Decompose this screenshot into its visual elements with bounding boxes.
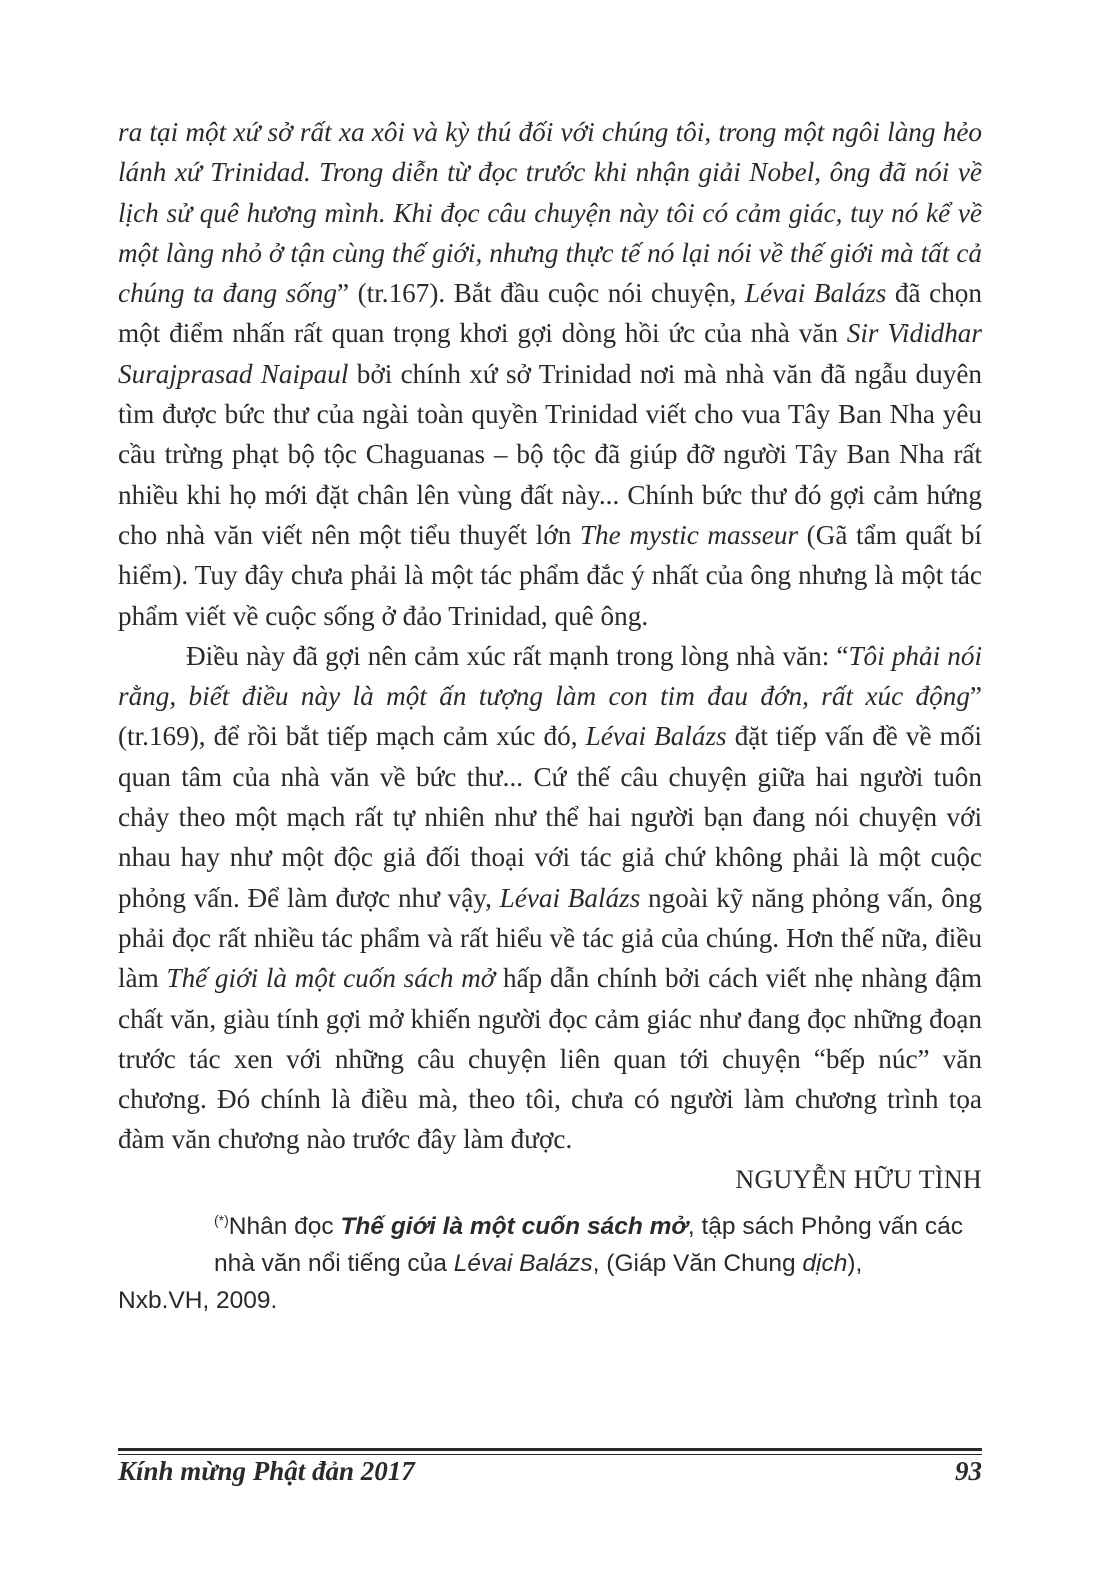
footnote-author: Lévai Balázs — [453, 1250, 593, 1278]
text-run: ngoài kỹ năng phỏng vấn, ông phải đọc rất nhiều tác phẩm và rất hiểu về tác giả của chúng. Hơn thế nữa, điều làm — [118, 882, 982, 994]
footnote-marker: (*) — [214, 1212, 229, 1229]
author-signature: NGUYỄN HỮU TÌNH — [735, 1164, 982, 1194]
footnote — [118, 1202, 982, 1319]
italic-run: ra tại một xứ sở rất xa xôi và kỳ thú đối với chúng tôi, trong một ngôi làng hẻo lánh xứ Trinidad. Trong diễn từ đọc trước khi nhận giải Nobel, ông đã nói về lịch sử quê hương mình. Khi đọc câu chuyện này tôi có cảm giác, tuy nó kể về một làng nhỏ ở tận cùng thế giới, nhưng thực tế nó lại nói về thế giới mà tất cả chúng ta đang sống — [118, 117, 982, 309]
paragraph-2 — [118, 636, 982, 1160]
italic-run: Sir Vididhar Surajprasad Naipaul — [118, 318, 982, 389]
text-run: Điều này đã gợi nên cảm xúc rất mạnh trong lòng nhà văn: “ — [186, 640, 849, 671]
page-number: 93 — [955, 1456, 982, 1486]
text-run: (Gã tẩm quất bí hiểm). Tuy đây chưa phải là một tác phẩm đắc ý nhất của ông nhưng là một tác phẩm viết về cuộc sống ở đảo Trinidad, quê ông. — [118, 519, 982, 631]
text-run: ” (tr.167). Bắt đầu cuộc nói chuyện, — [337, 278, 745, 309]
italic-run: Thế giới là một cuốn sách mở — [166, 963, 496, 994]
text-run: bởi chính xứ sở Trinidad nơi mà nhà văn đã ngẫu duyên tìm được bức thư của ngài toàn quyền Trinidad viết cho vua Tây Ban Nha yêu cầu trừng phạt bộ tộc Chaguanas – bộ tộc đã giúp đỡ người Tây Ban Nha rất nhiều khi họ mới đặt chân lên vùng đất này... Chính bức thư đó gợi cảm hứng cho nhà văn viết nên một tiểu thuyết lớn — [118, 358, 982, 550]
footer-rule — [118, 1448, 982, 1455]
text-run: đã chọn một điểm nhấn rất quan trọng khơi gợi dòng hồi ức của nhà văn — [118, 278, 982, 349]
italic-run: Tôi phải nói rằng, biết điều này là một ấn tượng làm con tim đau đớn, rất xúc động — [118, 640, 982, 712]
text-run: ” (tr.169), để rồi bắt tiếp mạch cảm xúc đó, — [118, 681, 982, 752]
page-footer — [118, 1456, 982, 1487]
book-title: Thế giới là một cuốn sách mở — [340, 1213, 688, 1241]
article-body — [118, 112, 982, 1319]
footnote-line-3: Nxb.VH, 2009. — [118, 1287, 278, 1315]
paragraph-1 — [118, 112, 982, 636]
italic-run: Lévai Balázs — [744, 278, 887, 309]
footnote-line-1: (*)Nhân đọc Thế giới là một cuốn sách mở, tập sách Phỏng vấn các nhà văn nổi tiếng của Lévai Balázs, (Giáp Văn Chung dịch), — [214, 1212, 963, 1278]
text-run: đặt tiếp vấn đề về mối quan tâm của nhà văn về bức thư... Cứ thế câu chuyện giữa hai người tuôn chảy theo một mạch rất tự nhiên như thể hai người bạn đang nói chuyện với nhau hay như một độc giả đối thoại với tác giả chứ không phải là một cuộc phỏng vấn. Để làm được như vậy, — [118, 721, 982, 913]
footer-title: Kính mừng Phật đản 2017 — [118, 1456, 415, 1486]
italic-run: Lévai Balázs — [585, 721, 727, 752]
text-run: hấp dẫn chính bởi cách viết nhẹ nhàng đậm chất văn, giàu tính gợi mở khiến người đọc cảm giác như đang đọc những đoạn trước tác xen với những câu chuyện liên quan tới chuyện “bếp núc” văn chương. Đó chính là điều mà, theo tôi, chưa có người làm chương trình tọa đàm văn chương nào trước đây làm được. — [118, 963, 982, 1155]
italic-run: Lévai Balázs — [499, 882, 641, 913]
italic-run: The mystic masseur — [579, 519, 799, 550]
